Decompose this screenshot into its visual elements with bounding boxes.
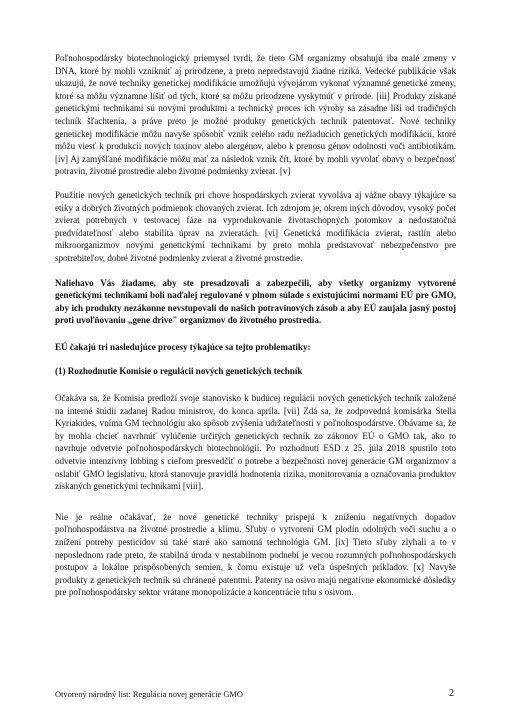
footer-title: Otvorený národný list: Regulácia novej generácie GMO xyxy=(55,690,243,699)
paragraph-urgent-request: Naliehavo Vás žiadame, aby ste presadzovali a zabezpečili, aby všetky organizmy vytvorené genetickými technikami boli naďalej regulované v plnom súlade s existujúcimi normami EÚ pre GMO, aby ich produkty nezákonne nevstupovali do našich potravinových zásob a aby EÚ zaujala jasný postoj proti uvoľňovaniu „gene drive" organizmov do životného prostredia. xyxy=(55,277,456,326)
paragraph-gm-claims: Poľnohospodársky biotechnologický priemysel tvrdí, že tieto GM organizmy obsahujú iba malé zmeny v DNA, ktoré by mohli vzniknúť aj prirodzene, a preto nepredstavujú žiadne riziká. Vedecké publikácie však ukazujú, že nové techniky genetickej modifikácie umožňujú vývojárom vykonať významné genetické zmeny, ktoré sa môžu významne líšiť od tých, ktoré sa môžu prirodzene vyskytnúť v prírode. [iii] Produkty získané genetickými technikami sú novými produktmi a technický proces ich výroby sa zásadne líši od tradičných techník šľachtenia, a práve preto je možné produkty genetických techník patentovať. Nové techniky genetickej modifikácie môžu navyše spôsobiť vznik celého radu nežiaducich genetických modifikácií, ktoré môžu viesť k produkcii nových toxínov alebo alergénov, alebo k prenosu génov odolnosti voči antibiotikám. [iv] Aj zamýšľané modifikácie môžu mať za následok vznik čŕt, ktoré by mohli vyvolať obavy o bezpečnosť potravín, životné prostredie alebo životné podmienky zvierat. [v] xyxy=(55,53,456,177)
paragraph-climate-expectation: Nie je reálne očakávať, že nové genetické techniky prispejú k zníženiu negatívnych dopadov poľnohospodárstva na životné prostredie a klímu. Sľuby o vytvorení GM plodín odolných voči suchu a o znížení potreby pesticídov sú také staré ako samotná technológia GM. [ix] Tieto sľuby zlyhali a to v neposlednom rade preto, že stabilná úroda v nestabilnom podnebí je vecou rozumných poľnohospodárskych postupov a lokálne prispôsobených semien, k čomu existuje už veľa úspešných príkladov. [x] Navyše produkty z genetických techník sú chránené patentmi. Patenty na osivo majú negatívne ekonomické dôsledky pre poľnohospodársky sektor vrátane monopolizácie a koncentrácie trhu s osivom. xyxy=(55,511,456,598)
page-body xyxy=(55,52,456,599)
paragraph-commission-expectation: Očakáva sa, že Komisia predloží svoje stanovisko k budúcej regulácii nových genetických techník založené na interné štúdii zadanej Radou ministrov, do konca apríla. [vii] Zdá sa, že zodpovedná komisárka Stella Kyriakides, vníma GM technológiu ako spôsob zvýšenia udržateľnosti v poľnohospodárstve. Obávame sa, že by mohla chcieť navrhnúť vylúčenie určitých genetických techník zo zákonov EÚ o GMO tak, ako to navrhuje odvetvie poľnohospodárskych biotechnológií. Po rozhodnutí ESD z 25. júla 2018 spustilo toto odvetvie intenzívny lobbing s cieľom presvedčiť o potrebe a bezpečnosti novej generácie GM organizmov a oslabiť GMO legislatívu, ktorá stanovuje pravidlá hodnotenia rizika, monitorovania a označovania produktov získaných genetickými technikami [viii]. xyxy=(55,393,456,492)
paragraph-animal-concerns: Použitie nových genetických techník pri chove hospodárskych zvierat vyvoláva aj vážne obavy týkajúce sa etiky a dobrých životných podmienok chovaných zvierat. Ich zdrojom je, okrem iných dôvodov, vysoký počet zvierat potrebných v testovacej fáze na vyprodukovanie životaschopných potomkov a nedostatočná predvídateľnosť alebo stabilita úprav na zvieratách. [vi] Genetická modifikácia zvierat, rastlín alebo mikroorganizmov novými genetickými technikami by preto mohla predstavovať nebezpečenstvo pre spotrebiteľov, dobré životné podmienky zvierat a životné prostredie. xyxy=(55,189,456,263)
paragraph-processes-intro: EÚ čakajú tri nasledujúce procesy týkajúce sa tejto problematiky: xyxy=(55,341,311,352)
section-heading-commission-decision: (1) Rozhodnutie Komisie o regulácii nových genetických techník xyxy=(55,366,303,377)
page-number: 2 xyxy=(449,688,454,699)
